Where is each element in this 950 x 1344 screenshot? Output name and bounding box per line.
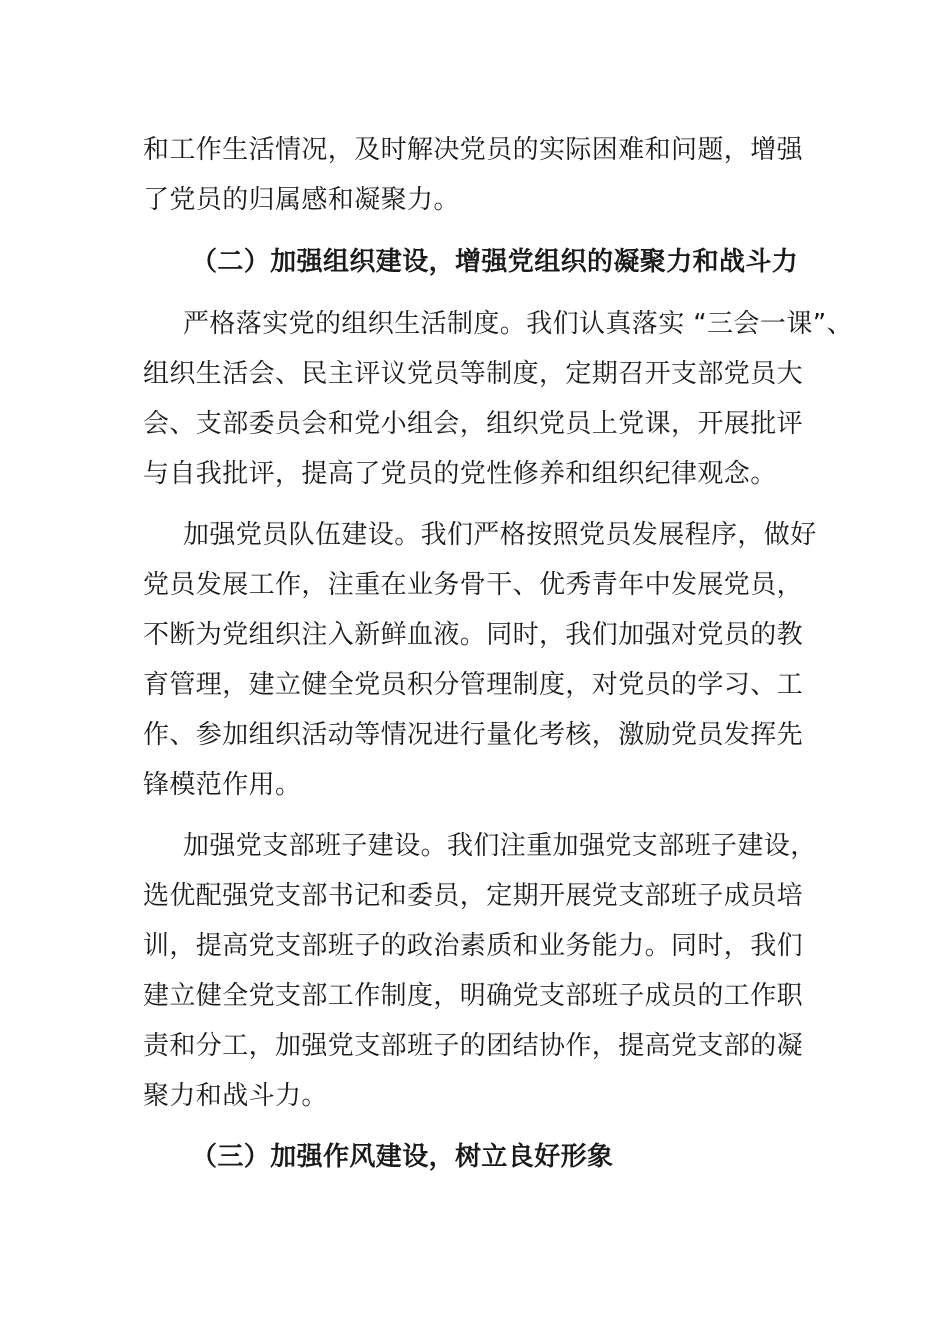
paragraph-line: 加强党员队伍建设。我们严格按照党员发展程序，做好 — [183, 520, 817, 550]
paragraph-line: 严格落实党的组织生活制度。我们认真落实 “三会一课”、 — [183, 309, 854, 339]
paragraph-line: 选优配强党支部书记和委员，定期开展党支部班子成员培 — [143, 881, 804, 911]
paragraph-line: 与自我批评，提高了党员的党性修养和组织纪律观念。 — [143, 459, 777, 489]
paragraph-line: 了党员的归属感和凝聚力。 — [143, 185, 460, 215]
paragraph-line: 组织生活会、民主评议党员等制度，定期召开支部党员大 — [143, 359, 804, 389]
section-heading: （三）加强作风建设，树立良好形象 — [191, 1142, 614, 1172]
paragraph-line: 聚力和战斗力。 — [143, 1081, 328, 1111]
paragraph-line: 建立健全党支部工作制度，明确党支部班子成员的工作职 — [143, 981, 804, 1011]
section-heading: （二）加强组织建设，增强党组织的凝聚力和战斗力 — [191, 247, 799, 277]
paragraph-line: 责和分工，加强党支部班子的团结协作，提高党支部的凝 — [143, 1031, 804, 1061]
paragraph-line: 党员发展工作，注重在业务骨干、优秀青年中发展党员， — [143, 570, 804, 600]
paragraph-line: 会、支部委员会和党小组会，组织党员上党课，开展批评 — [143, 409, 804, 439]
paragraph-line: 和工作生活情况，及时解决党员的实际困难和问题，增强 — [143, 135, 804, 165]
paragraph-line: 不断为党组织注入新鲜血液。同时，我们加强对党员的教 — [143, 620, 804, 650]
paragraph-line: 加强党支部班子建设。我们注重加强党支部班子建设， — [183, 831, 817, 861]
paragraph-line: 锋模范作用。 — [143, 770, 302, 800]
paragraph-line: 作、参加组织活动等情况进行量化考核，激励党员发挥先 — [143, 720, 804, 750]
paragraph-line: 育管理，建立健全党员积分管理制度，对党员的学习、工 — [143, 670, 804, 700]
paragraph-line: 训，提高党支部班子的政治素质和业务能力。同时，我们 — [143, 931, 804, 961]
